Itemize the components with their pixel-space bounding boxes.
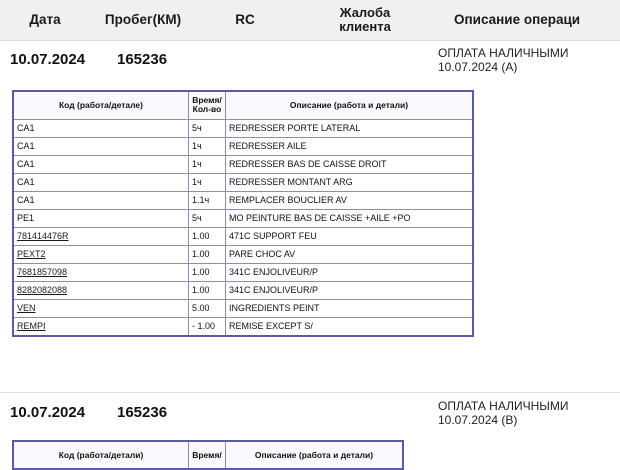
- cell-description: 341C ENJOLIVEUR/P: [226, 263, 474, 281]
- column-header-description: Описание (работа и детали): [226, 441, 404, 469]
- table-row: [13, 245, 473, 263]
- cell-description: REMISE EXCEPT S/: [226, 317, 474, 336]
- entry-mileage: 165236: [117, 51, 168, 68]
- cell-description: REDRESSER AILE: [226, 137, 474, 155]
- cell-quantity: 1.00: [189, 227, 226, 245]
- cell-description: 341C ENJOLIVEUR/P: [226, 281, 474, 299]
- table-row: [13, 227, 473, 245]
- work-items-table: [12, 90, 474, 337]
- cell-code: CA1: [13, 119, 189, 137]
- header-date: Дата: [29, 12, 61, 27]
- cell-description: REMPLACER BOUCLIER AV: [226, 191, 474, 209]
- cell-code[interactable]: [13, 317, 189, 336]
- cell-code: CA1: [13, 155, 189, 173]
- column-header-code: Код (работа/детали): [13, 441, 189, 469]
- part-code-link[interactable]: 781414476R: [17, 231, 69, 241]
- part-code-link[interactable]: VEN: [17, 303, 36, 313]
- part-code-link[interactable]: 8282082088: [17, 285, 68, 295]
- cell-quantity: 5ч: [189, 209, 226, 227]
- cell-code: CA1: [13, 137, 189, 155]
- cell-code[interactable]: [13, 227, 189, 245]
- cell-quantity: 5.00: [189, 299, 226, 317]
- table-row: [13, 119, 473, 137]
- cell-code: CA1: [13, 173, 189, 191]
- cell-quantity: 1ч: [189, 155, 226, 173]
- entry-date: 10.07.2024: [10, 51, 86, 68]
- entry-payment: ОПЛАТА НАЛИЧНЫМИ 10.07.2024 (B): [438, 399, 569, 427]
- entry-mileage: 165236: [117, 404, 168, 421]
- cell-code: PE1: [13, 209, 189, 227]
- cell-description: REDRESSER BAS DE CAISSE DROIT: [226, 155, 474, 173]
- table-row: [13, 299, 473, 317]
- table-row: [13, 263, 473, 281]
- cell-description: REDRESSER MONTANT ARG: [226, 173, 474, 191]
- cell-quantity: 1.00: [189, 263, 226, 281]
- part-code-link[interactable]: PEXT2: [17, 249, 46, 259]
- cell-quantity: 1.00: [189, 245, 226, 263]
- cell-description: PARE CHOC AV: [226, 245, 474, 263]
- column-header-code: Код (работа/детале): [13, 91, 189, 119]
- table-header: [0, 0, 620, 41]
- cell-description: INGREDIENTS PEINT: [226, 299, 474, 317]
- header-mileage: Пробег(КМ): [104, 12, 182, 27]
- entry-date: 10.07.2024: [10, 404, 86, 421]
- table-row: [13, 281, 473, 299]
- cell-description: MO PEINTURE BAS DE CAISSE +AILE +PO: [226, 209, 474, 227]
- cell-description: 471C SUPPORT FEU: [226, 227, 474, 245]
- header-complaint: Жалоба клиента: [339, 5, 391, 34]
- part-code-link[interactable]: REMPI: [17, 321, 46, 331]
- header-description: Описание операци: [454, 12, 581, 27]
- column-header-time: Время/ Кол-во: [189, 91, 226, 119]
- table-row: [13, 173, 473, 191]
- header-rc: RC: [235, 12, 255, 27]
- cell-code[interactable]: [13, 299, 189, 317]
- cell-code[interactable]: [13, 281, 189, 299]
- entry-payment: ОПЛАТА НАЛИЧНЫМИ 10.07.2024 (A): [438, 46, 569, 74]
- entry-separator: [0, 392, 620, 393]
- cell-quantity: 1ч: [189, 173, 226, 191]
- cell-code: CA1: [13, 191, 189, 209]
- cell-code[interactable]: [13, 263, 189, 281]
- table-row: [13, 209, 473, 227]
- table-row: [13, 155, 473, 173]
- cell-code[interactable]: [13, 245, 189, 263]
- cell-quantity: 1.1ч: [189, 191, 226, 209]
- column-header-time: Время/: [189, 441, 226, 469]
- column-header-description: Описание (работа и детали): [226, 91, 474, 119]
- part-code-link[interactable]: 7681857098: [17, 267, 68, 277]
- table-row: [13, 137, 473, 155]
- cell-quantity: - 1.00: [189, 317, 226, 336]
- work-items-table: [12, 440, 404, 470]
- table-row: [13, 191, 473, 209]
- cell-quantity: 1.00: [189, 281, 226, 299]
- cell-description: REDRESSER PORTE LATERAL: [226, 119, 474, 137]
- cell-quantity: 5ч: [189, 119, 226, 137]
- table-row: [13, 317, 473, 336]
- cell-quantity: 1ч: [189, 137, 226, 155]
